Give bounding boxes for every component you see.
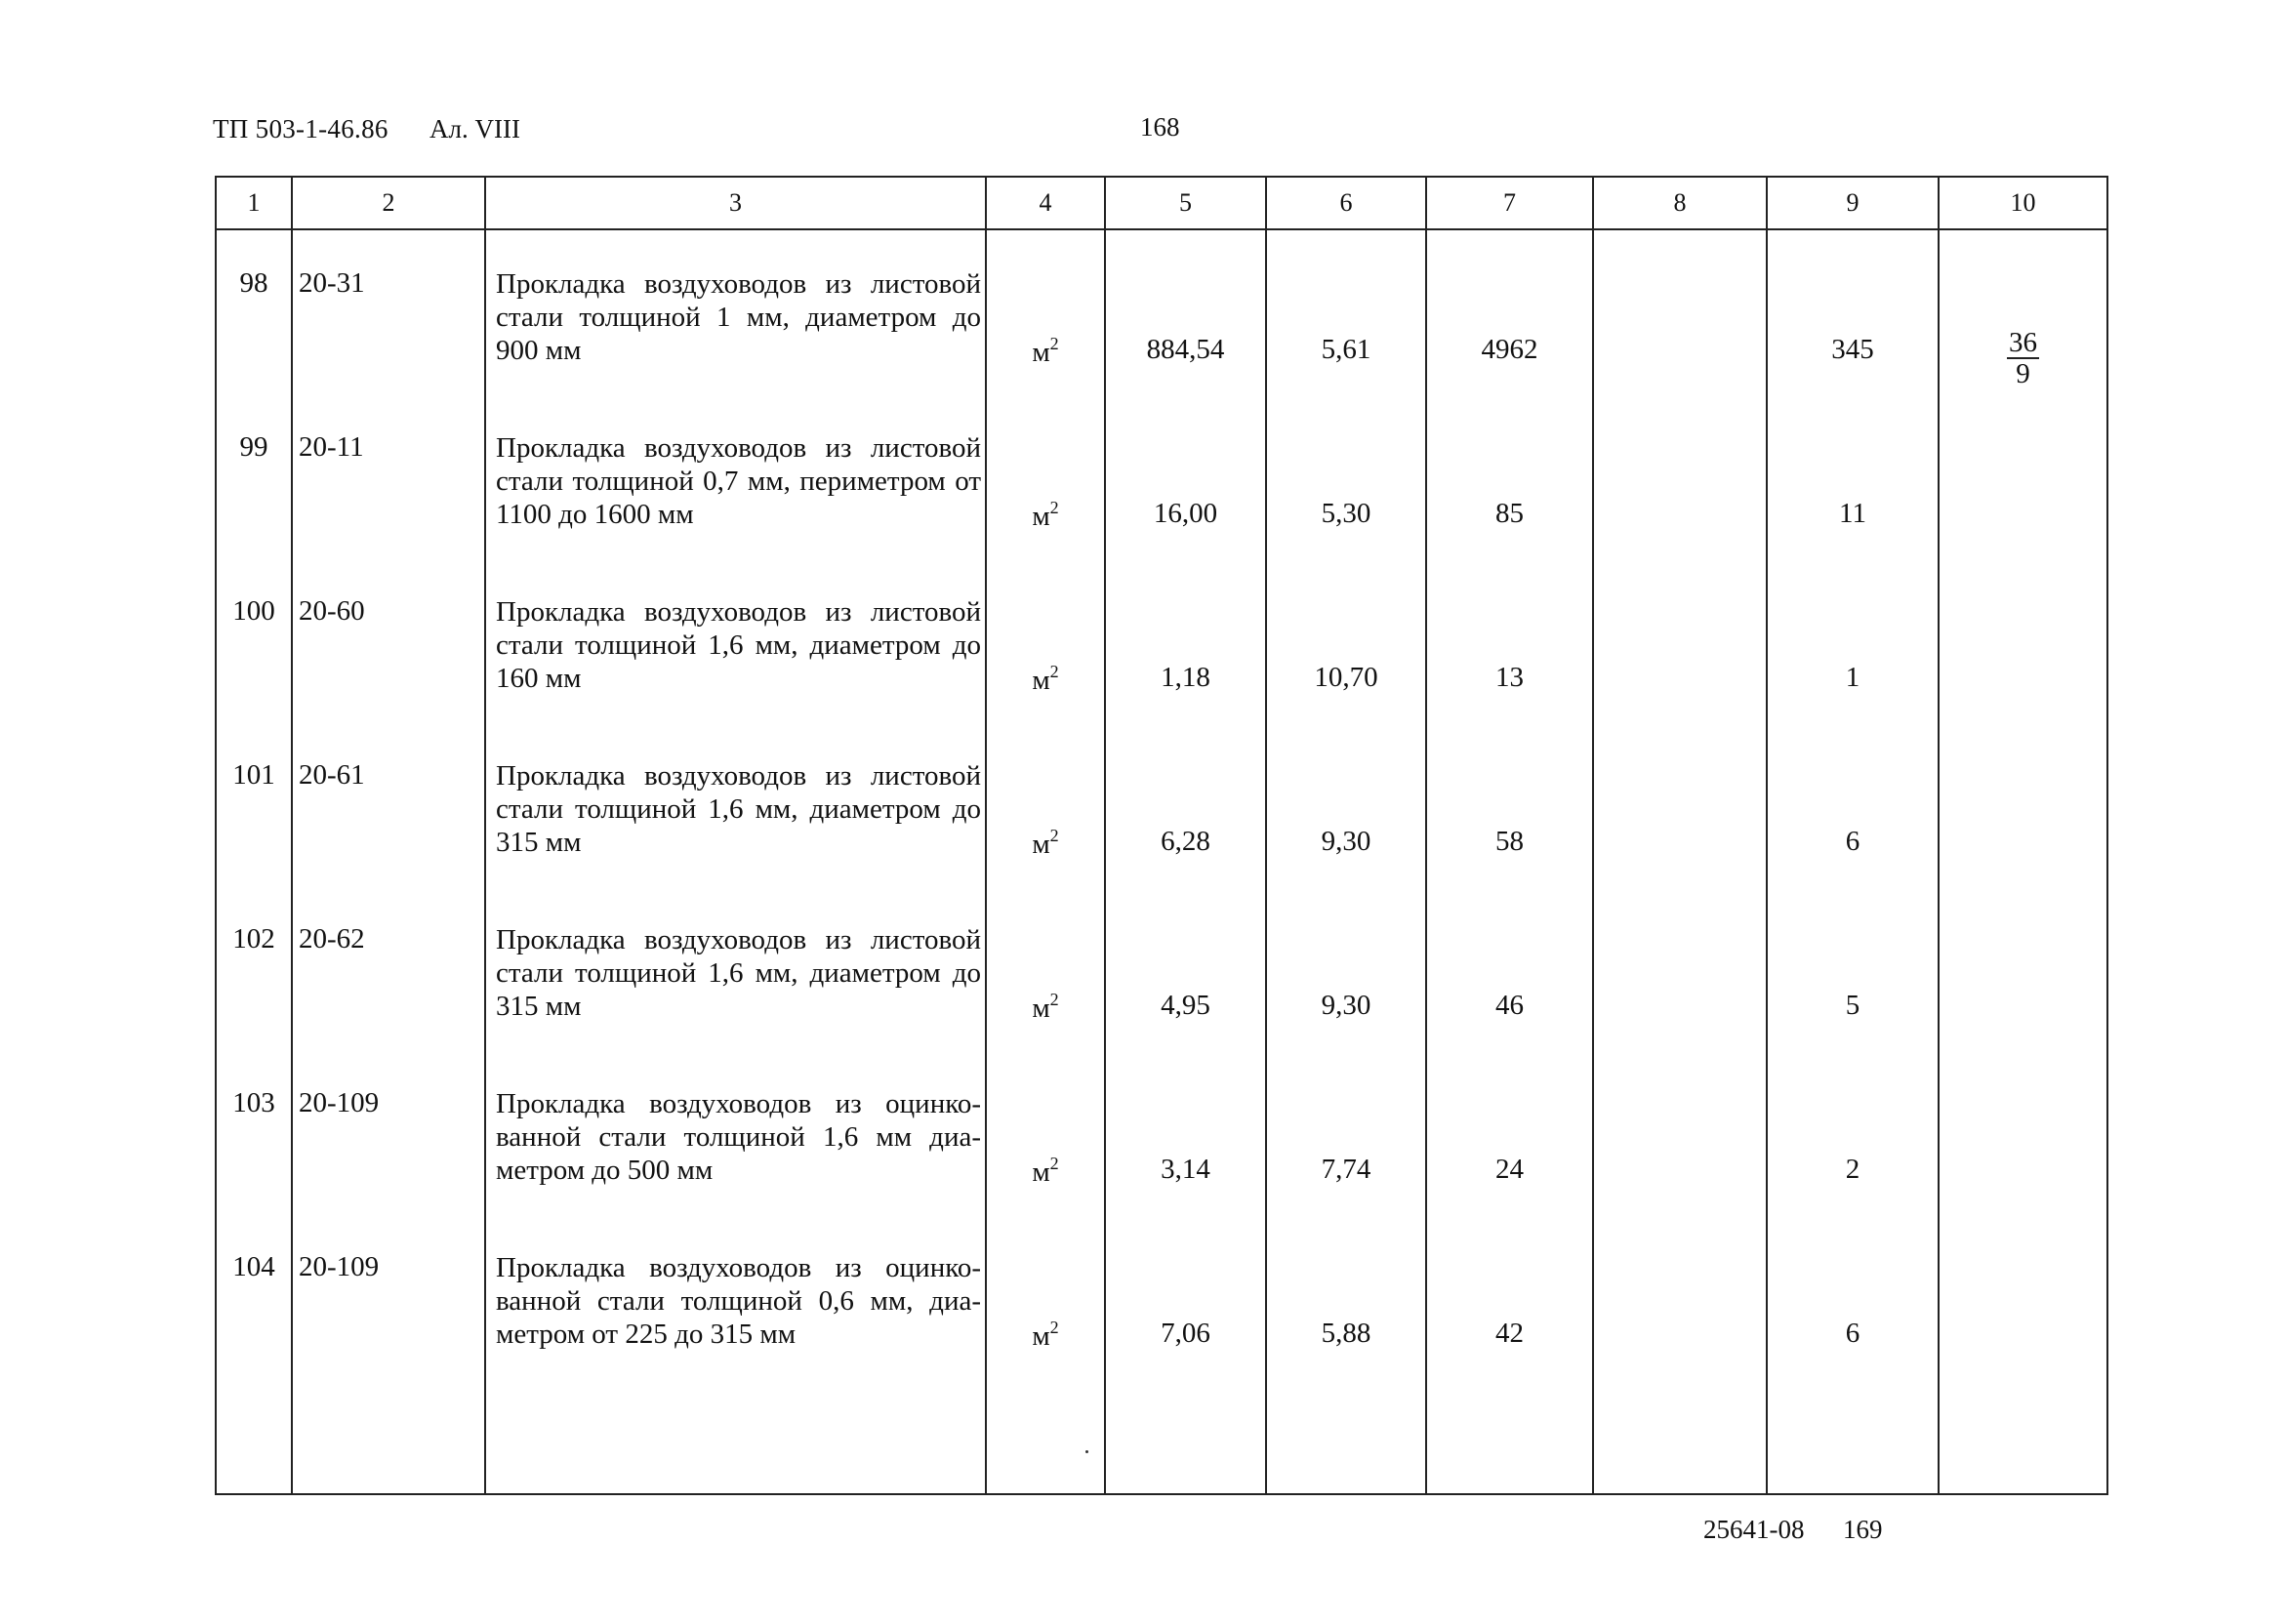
album-label: Ал. VIII [429, 114, 520, 143]
price-code: 20-60 [299, 595, 365, 627]
row-number-cell [216, 558, 292, 722]
col8-cell [1593, 1050, 1767, 1214]
fraction-value [2007, 328, 2039, 388]
unit-base: м [1032, 337, 1050, 368]
column-header-6: 6 [1266, 177, 1426, 229]
column-header-7: 7 [1426, 177, 1593, 229]
column-header-3: 3 [485, 177, 986, 229]
col7-cell [1426, 558, 1593, 722]
col9-value: 1 [1845, 662, 1860, 693]
col10-cell [1939, 1214, 2107, 1378]
work-description: Прокладка воздуховодов из листовой стали толщиной 1,6 мм, диаметром до 315 мм [496, 760, 981, 858]
col9-cell [1767, 558, 1939, 722]
work-description: Прокладка воздуховодов из оцинко-ванной стали толщиной 0,6 мм, диа-метром от 225 до 315 мм [496, 1252, 981, 1350]
col8-value [1594, 558, 1766, 662]
col6-cell [1266, 394, 1426, 558]
unit-exponent: 2 [1049, 990, 1059, 1009]
col6-cell [1266, 886, 1426, 1050]
unit-cell [986, 229, 1105, 394]
table-row [216, 722, 2107, 886]
col8-value [1594, 886, 1766, 990]
col6-cell [1266, 229, 1426, 394]
col10-cell [1939, 558, 2107, 722]
col7-cell [1426, 229, 1593, 394]
unit-of-measure [987, 722, 1104, 861]
unit-base: м [1032, 1320, 1050, 1352]
unit-of-measure [987, 394, 1104, 533]
price-code: 20-109 [299, 1251, 380, 1282]
unit-cell [986, 394, 1105, 558]
col5-value: 3,14 [1161, 1154, 1210, 1185]
col5-value: 884,54 [1146, 334, 1225, 365]
code-cell [292, 1214, 485, 1378]
unit-of-measure [987, 558, 1104, 697]
code-cell [292, 722, 485, 886]
column-header-4: 4 [986, 177, 1105, 229]
col9-value: 5 [1845, 990, 1860, 1021]
work-description: Прокладка воздуховодов из листовой стали толщиной 1 мм, диаметром до 900 мм [496, 268, 981, 366]
col7-value: 42 [1495, 1318, 1524, 1349]
col5-cell [1105, 558, 1266, 722]
col6-value: 9,30 [1321, 826, 1371, 857]
table-row [216, 1050, 2107, 1214]
col5-cell [1105, 394, 1266, 558]
row-number-cell [216, 229, 292, 394]
table-row [216, 1214, 2107, 1378]
col7-cell [1426, 1050, 1593, 1214]
col5-value: 16,00 [1153, 498, 1218, 529]
col6-value: 5,61 [1321, 334, 1371, 365]
unit-of-measure [987, 1214, 1104, 1353]
col7-value: 46 [1495, 990, 1524, 1021]
col9-value: 2 [1845, 1154, 1860, 1185]
unit-cell [986, 1214, 1105, 1378]
row-number-cell [216, 394, 292, 558]
col7-cell [1426, 886, 1593, 1050]
document-code: ТП 503-1-46.86 [213, 114, 388, 143]
row-number-cell [216, 722, 292, 886]
price-code: 20-11 [299, 431, 364, 463]
work-description: Прокладка воздуховодов из оцинко-ванной стали толщиной 1,6 мм диа-метром до 500 мм [496, 1088, 981, 1186]
row-number: 98 [239, 267, 268, 299]
col9-value: 11 [1839, 498, 1866, 529]
col8-cell [1593, 1214, 1767, 1378]
column-header-10: 10 [1939, 177, 2107, 229]
col5-cell [1105, 886, 1266, 1050]
price-code: 20-109 [299, 1087, 380, 1118]
col5-cell [1105, 1214, 1266, 1378]
col9-cell [1767, 394, 1939, 558]
description-cell [485, 886, 986, 1050]
col6-cell [1266, 1050, 1426, 1214]
column-header-2: 2 [292, 177, 485, 229]
col6-value: 5,88 [1321, 1318, 1371, 1349]
footer-document-number: 25641-08 [1703, 1515, 1805, 1544]
code-cell [292, 886, 485, 1050]
work-description: Прокладка воздуховодов из листовой стали толщиной 1,6 мм, диаметром до 315 мм [496, 924, 981, 1022]
col9-cell [1767, 886, 1939, 1050]
col8-cell [1593, 722, 1767, 886]
column-header-9: 9 [1767, 177, 1939, 229]
header-row [216, 177, 2107, 229]
column-header-8: 8 [1593, 177, 1767, 229]
unit-cell [986, 886, 1105, 1050]
fraction-denominator: 9 [2016, 358, 2030, 389]
col9-value: 6 [1845, 826, 1860, 857]
col5-value: 6,28 [1161, 826, 1210, 857]
col7-value: 58 [1495, 826, 1524, 857]
description-cell [485, 1214, 986, 1378]
row-number: 100 [232, 595, 275, 627]
code-cell [292, 558, 485, 722]
table-row [216, 886, 2107, 1050]
col6-value: 5,30 [1321, 498, 1371, 529]
unit-exponent: 2 [1049, 1318, 1059, 1337]
col8-cell [1593, 229, 1767, 394]
row-number: 102 [232, 923, 275, 954]
unit-of-measure [987, 886, 1104, 1025]
price-code: 20-31 [299, 267, 365, 299]
col7-cell [1426, 722, 1593, 886]
page-header [0, 0, 2289, 195]
unit-base: м [1032, 665, 1050, 696]
col9-value: 6 [1845, 1318, 1860, 1349]
description-cell [485, 558, 986, 722]
row-number-cell [216, 886, 292, 1050]
col6-cell [1266, 722, 1426, 886]
col5-value: 4,95 [1161, 990, 1210, 1021]
col8-value [1594, 394, 1766, 498]
unit-of-measure [987, 230, 1104, 369]
code-cell [292, 229, 485, 394]
code-cell [292, 1050, 485, 1214]
col9-value: 345 [1831, 334, 1874, 365]
unit-cell [986, 722, 1105, 886]
col5-cell [1105, 229, 1266, 394]
table-filler-row [216, 1378, 2107, 1494]
work-description: Прокладка воздуховодов из листовой стали толщиной 1,6 мм, диаметром до 160 мм [496, 596, 981, 694]
row-number: 103 [232, 1087, 275, 1118]
col10-cell [1939, 229, 2107, 394]
col8-value [1594, 1050, 1766, 1154]
col7-value: 85 [1495, 498, 1524, 529]
table-row [216, 394, 2107, 558]
description-cell [485, 1050, 986, 1214]
row-number: 101 [232, 759, 275, 791]
col9-cell [1767, 722, 1939, 886]
col9-cell [1767, 1214, 1939, 1378]
col5-cell [1105, 1050, 1266, 1214]
col6-cell [1266, 1214, 1426, 1378]
column-header-5: 5 [1105, 177, 1266, 229]
specification-table [215, 176, 2108, 1495]
col10-cell [1939, 886, 2107, 1050]
col6-value: 9,30 [1321, 990, 1371, 1021]
row-number-cell [216, 1214, 292, 1378]
unit-base: м [1032, 501, 1050, 532]
col7-value: 13 [1495, 662, 1524, 693]
col8-value [1594, 1214, 1766, 1318]
scan-speck [1085, 1450, 1088, 1453]
unit-cell [986, 1050, 1105, 1214]
fraction-numerator: 36 [2009, 327, 2037, 358]
table-row [216, 229, 2107, 394]
col7-cell [1426, 1214, 1593, 1378]
unit-base: м [1032, 1157, 1050, 1188]
row-number: 104 [232, 1251, 275, 1282]
unit-base: м [1032, 993, 1050, 1024]
col7-value: 4962 [1481, 334, 1538, 365]
footer-page-number: 169 [1843, 1515, 1883, 1544]
unit-of-measure [987, 1050, 1104, 1189]
row-number-cell [216, 1050, 292, 1214]
col7-value: 24 [1495, 1154, 1524, 1185]
unit-base: м [1032, 829, 1050, 860]
col8-value [1594, 230, 1766, 334]
page-number: 168 [1140, 112, 1180, 142]
col5-value: 1,18 [1161, 662, 1210, 693]
col8-cell [1593, 558, 1767, 722]
unit-exponent: 2 [1049, 826, 1059, 845]
code-cell [292, 394, 485, 558]
description-cell [485, 394, 986, 558]
col10-cell [1939, 394, 2107, 558]
price-code: 20-61 [299, 759, 365, 791]
unit-exponent: 2 [1049, 498, 1059, 517]
column-header-1: 1 [216, 177, 292, 229]
unit-cell [986, 558, 1105, 722]
row-number: 99 [239, 431, 268, 463]
col5-cell [1105, 722, 1266, 886]
col6-value: 10,70 [1314, 662, 1378, 693]
col8-cell [1593, 394, 1767, 558]
col8-cell [1593, 886, 1767, 1050]
col9-cell [1767, 1050, 1939, 1214]
col10-cell [1939, 722, 2107, 886]
unit-exponent: 2 [1049, 1154, 1059, 1173]
col9-cell [1767, 229, 1939, 394]
col7-cell [1426, 394, 1593, 558]
work-description: Прокладка воздуховодов из листовой стали толщиной 0,7 мм, периметром от 1100 до 1600 мм [496, 432, 981, 530]
col10-cell [1939, 1050, 2107, 1214]
col8-value [1594, 722, 1766, 826]
description-cell [485, 722, 986, 886]
price-code: 20-62 [299, 923, 365, 954]
unit-exponent: 2 [1049, 662, 1059, 681]
table-row [216, 558, 2107, 722]
col5-value: 7,06 [1161, 1318, 1210, 1349]
unit-exponent: 2 [1049, 334, 1059, 353]
col6-cell [1266, 558, 1426, 722]
description-cell [485, 229, 986, 394]
col6-value: 7,74 [1321, 1154, 1371, 1185]
